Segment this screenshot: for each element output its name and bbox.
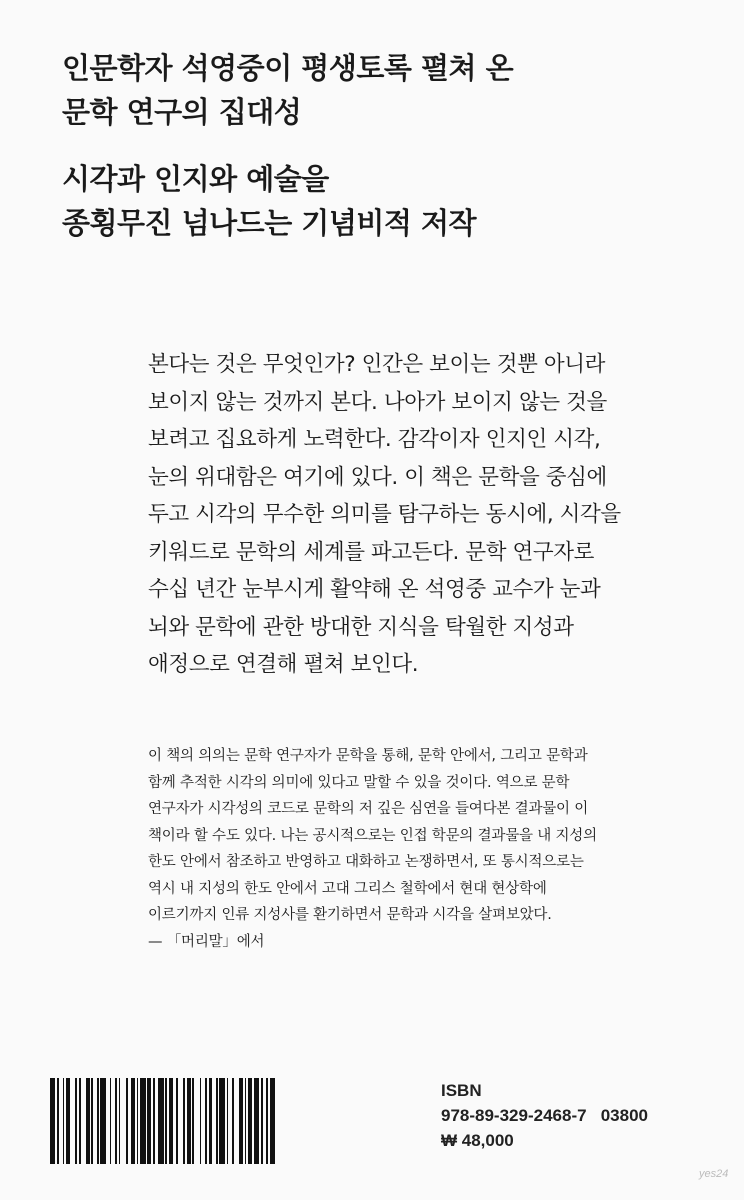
quote-line: 연구자가 시각성의 코드로 문학의 저 깊은 심연을 들여다본 결과물이 이 xyxy=(148,801,589,817)
isbn-number: 978-89-329-2468-7 03800 xyxy=(441,1106,648,1125)
quote-line: 이 책의 의의는 문학 연구자가 문학을 통해, 문학 안에서, 그리고 문학과 xyxy=(148,748,588,764)
quote-line: 함께 추적한 시각의 의미에 있다고 말할 수 있을 것이다. 역으로 문학 xyxy=(148,774,570,791)
barcode xyxy=(50,1078,278,1164)
headline-2-line: 시각과 인지와 예술을 xyxy=(62,162,329,196)
intro-line: 보이지 않는 것까지 본다. 나아가 보이지 않는 것을 xyxy=(148,389,607,415)
intro-line: 두고 시각의 무수한 의미를 탐구하는 동시에, 시각을 xyxy=(148,502,621,527)
watermark: yes24 xyxy=(699,1168,729,1180)
headline-2-line: 종횡무진 넘나드는 기념비적 저작 xyxy=(62,206,476,240)
intro-line: 눈의 위대함은 여기에 있다. 이 책은 문학을 중심에 xyxy=(148,464,607,490)
quote-line: 책이라 할 수도 있다. 나는 공시적으로는 인접 학문의 결과물을 내 지성의 xyxy=(148,827,597,844)
headline-2 xyxy=(62,157,476,245)
preface-quote xyxy=(148,743,597,955)
quote-line: 한도 안에서 참조하고 반영하고 대화하고 논쟁하면서, 또 통시적으로는 xyxy=(148,854,584,870)
price: ₩ 48,000 xyxy=(441,1131,514,1150)
intro-line: 뇌와 문학에 관한 방대한 지식을 탁월한 지성과 xyxy=(148,614,574,640)
headline-1-line: 인문학자 석영중이 평생토록 펼쳐 온 xyxy=(62,51,514,85)
intro-line: 키워드로 문학의 세계를 파고든다. 문학 연구자로 xyxy=(148,539,594,565)
isbn-label: ISBN xyxy=(441,1081,482,1100)
quote-source: — 「머리말」에서 xyxy=(148,933,265,950)
barcode-bar xyxy=(275,1078,277,1164)
intro-line: 애정으로 연결해 펼쳐 보인다. xyxy=(148,652,419,677)
isbn-block xyxy=(441,1078,648,1153)
quote-line: 역시 내 지성의 한도 안에서 고대 그리스 철학에서 현대 현상학에 xyxy=(148,880,547,897)
quote-line: 이르기까지 인류 지성사를 환기하면서 문학과 시각을 살펴보았다. xyxy=(148,907,552,923)
intro-paragraph xyxy=(148,346,621,684)
intro-line: 보려고 집요하게 노력한다. 감각이자 인지인 시각, xyxy=(148,427,601,452)
headline-1 xyxy=(62,46,513,134)
headline-1-line: 문학 연구의 집대성 xyxy=(62,95,302,129)
intro-line: 수십 년간 눈부시게 활약해 온 석영중 교수가 눈과 xyxy=(148,577,601,602)
intro-line: 본다는 것은 무엇인가? 인간은 보이는 것뿐 아니라 xyxy=(148,352,605,377)
